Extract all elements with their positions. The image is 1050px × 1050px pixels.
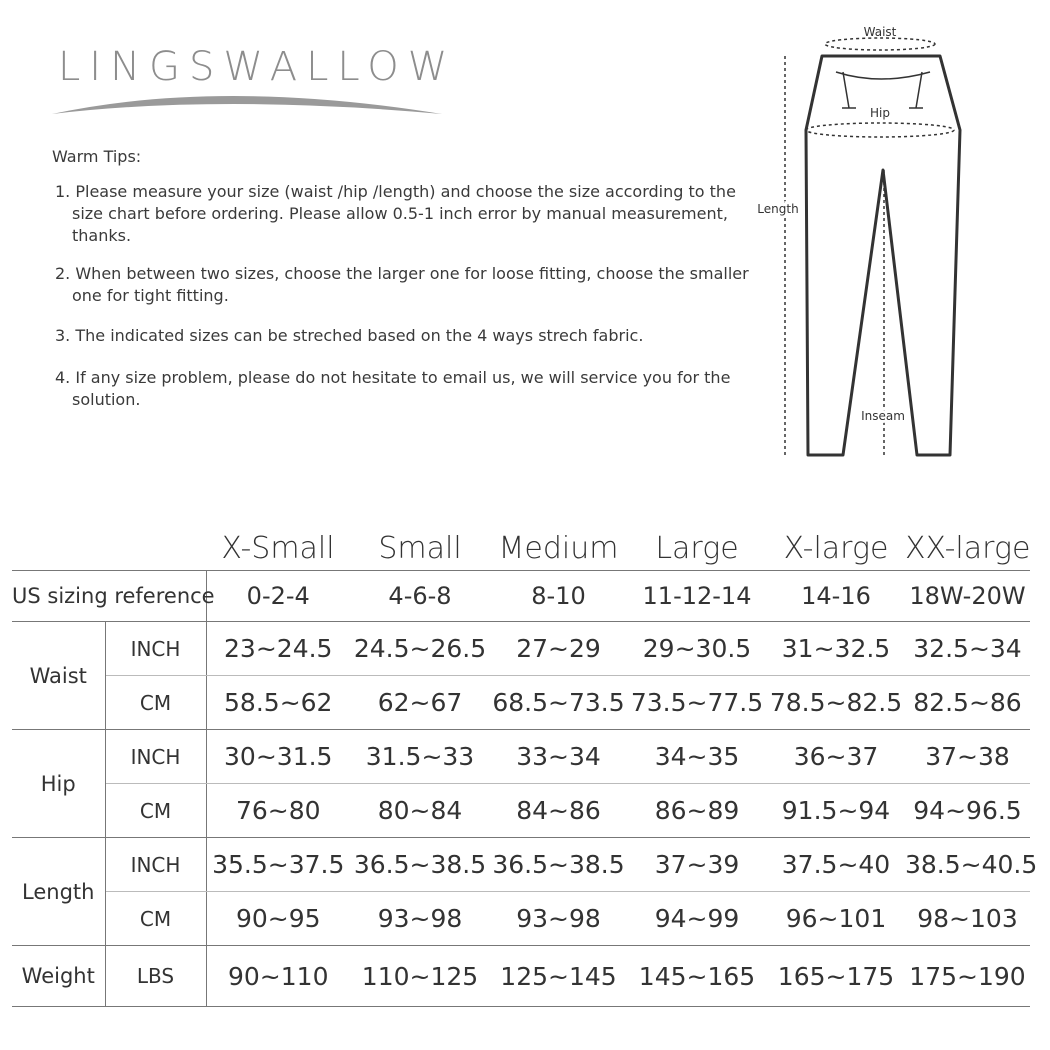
table-cell: 37.5~40	[767, 838, 905, 892]
brand-logo: LINGSWALLOW	[58, 44, 457, 90]
tip-item: 2. When between two sizes, choose the larger one for loose fitting, choose the smaller one for tight fitting.	[55, 264, 749, 305]
table-cell: 125~145	[490, 946, 627, 1007]
table-cell: 8-10	[490, 571, 627, 622]
hip-cm-row	[12, 784, 1030, 838]
waist-inch-row	[12, 622, 1030, 676]
unit-label: CM	[105, 676, 206, 730]
pants-measurement-figure	[750, 20, 1010, 470]
size-label: Small	[378, 531, 462, 566]
table-cell: 165~175	[767, 946, 905, 1007]
table-cell: 110~125	[350, 946, 490, 1007]
length-inch-row	[12, 838, 1030, 892]
table-cell: 93~98	[490, 892, 627, 946]
table-cell: 14-16	[767, 571, 905, 622]
table-cell: 96~101	[767, 892, 905, 946]
table-cell: 58.5~62	[206, 676, 350, 730]
table-cell: 24.5~26.5	[350, 622, 490, 676]
table-cell: 36.5~38.5	[490, 838, 627, 892]
table-cell: 18W-20W	[905, 571, 1030, 622]
table-cell: 33~34	[490, 730, 627, 784]
unit-label: INCH	[105, 838, 206, 892]
weight-row	[12, 946, 1030, 1007]
table-cell: 23~24.5	[206, 622, 350, 676]
tip-item: 3. The indicated sizes can be streched based on the 4 ways strech fabric.	[55, 326, 644, 345]
size-chart-table	[12, 520, 1038, 1007]
table-cell: 90~110	[206, 946, 350, 1007]
table-cell: 31.5~33	[350, 730, 490, 784]
table-cell: 32.5~34	[905, 622, 1030, 676]
table-cell: 145~165	[627, 946, 767, 1007]
size-label: Large	[655, 531, 739, 566]
length-group-label: Length	[12, 838, 105, 946]
waist-group-label: Waist	[12, 622, 105, 730]
table-cell: 175~190	[905, 946, 1030, 1007]
tip-item: 1. Please measure your size (waist /hip /length) and choose the size according to the size chart before ordering. Please allow 0.5-1 inch error by manual measurement, thanks.	[55, 182, 736, 245]
size-label: X-large	[783, 531, 889, 566]
table-cell: 11-12-14	[627, 571, 767, 622]
tips-title: Warm Tips:	[52, 147, 142, 166]
table-cell: 68.5~73.5	[490, 676, 627, 730]
unit-label: INCH	[105, 730, 206, 784]
waist-cm-row	[12, 676, 1030, 730]
table-cell: 98~103	[905, 892, 1030, 946]
length-label: Length	[757, 202, 799, 216]
table-cell: 38.5~40.5	[905, 838, 1030, 892]
table-cell: 86~89	[627, 784, 767, 838]
table-cell: 76~80	[206, 784, 350, 838]
unit-label: LBS	[105, 946, 206, 1007]
table-cell: 37~38	[905, 730, 1030, 784]
unit-label: CM	[105, 784, 206, 838]
weight-group-label: Weight	[12, 946, 105, 1007]
hip-measure-line	[806, 123, 954, 137]
table-cell: 36.5~38.5	[350, 838, 490, 892]
hip-group-label: Hip	[12, 730, 105, 838]
tip-item: 4. If any size problem, please do not hesitate to email us, we will service you for the solution.	[55, 368, 731, 409]
table-cell: 82.5~86	[905, 676, 1030, 730]
table-cell: 84~86	[490, 784, 627, 838]
table-cell: 35.5~37.5	[206, 838, 350, 892]
table-cell: 0-2-4	[206, 571, 350, 622]
table-cell: 34~35	[627, 730, 767, 784]
table-cell: 62~67	[350, 676, 490, 730]
table-cell: 27~29	[490, 622, 627, 676]
table-cell: 91.5~94	[767, 784, 905, 838]
waist-label: Waist	[863, 25, 897, 39]
waist-measure-line	[825, 38, 935, 50]
table-cell: 73.5~77.5	[627, 676, 767, 730]
length-cm-row	[12, 892, 1030, 946]
brand-swoosh	[50, 88, 450, 118]
size-header-row	[12, 520, 1030, 571]
table-cell: 36~37	[767, 730, 905, 784]
table-cell: 31~32.5	[767, 622, 905, 676]
unit-label: INCH	[105, 622, 206, 676]
table-cell: 94~96.5	[905, 784, 1030, 838]
us-sizing-row	[12, 571, 1030, 622]
table-cell: 78.5~82.5	[767, 676, 905, 730]
size-label: XX-large	[905, 531, 1031, 566]
table-cell: 90~95	[206, 892, 350, 946]
table-cell: 37~39	[627, 838, 767, 892]
table-cell: 29~30.5	[627, 622, 767, 676]
us-sizing-label: US sizing reference	[12, 571, 206, 622]
size-label: Medium	[498, 531, 619, 566]
table-cell: 4-6-8	[350, 571, 490, 622]
hip-label: Hip	[870, 106, 890, 120]
table-cell: 80~84	[350, 784, 490, 838]
table-cell: 30~31.5	[206, 730, 350, 784]
table-cell: 93~98	[350, 892, 490, 946]
table-cell: 94~99	[627, 892, 767, 946]
unit-label: CM	[105, 892, 206, 946]
size-label: X-Small	[221, 531, 335, 566]
inseam-label: Inseam	[861, 409, 905, 423]
hip-inch-row	[12, 730, 1030, 784]
